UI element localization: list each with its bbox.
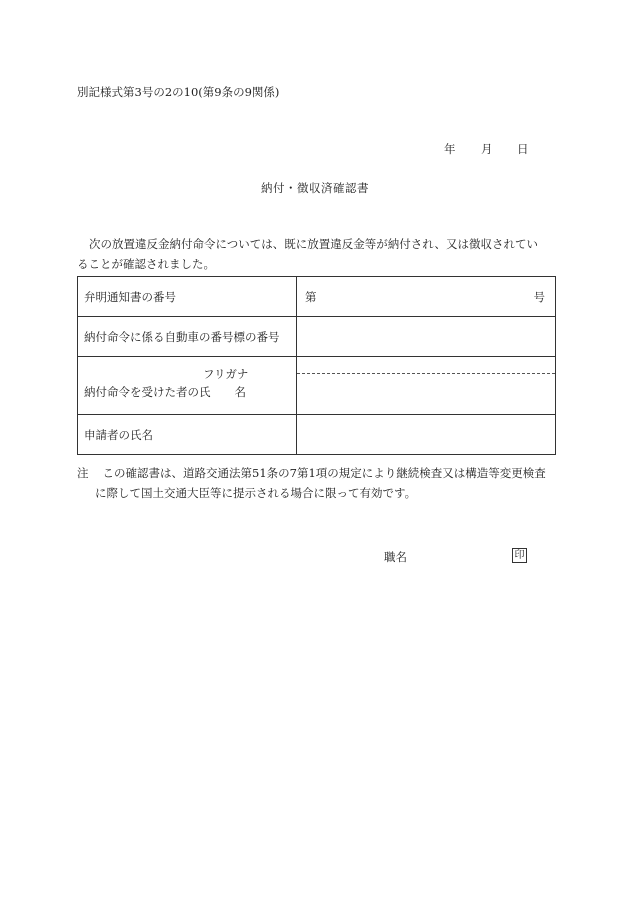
confirmation-table	[77, 276, 556, 455]
intro-line-1: 次の放置違反金納付命令については、既に放置違反金等が納付され、又は徴収されてい	[89, 237, 538, 251]
date-year-label: 年	[444, 142, 456, 156]
table-row	[78, 357, 556, 415]
furigana-divider	[297, 373, 555, 374]
plate-number-field[interactable]	[297, 317, 556, 357]
note-lead: 注	[77, 466, 89, 480]
note-paragraph	[77, 463, 557, 503]
table-row	[78, 317, 556, 357]
plate-number-label: 納付命令に係る自動車の番号標の番号	[78, 317, 297, 357]
form-reference: 別記様式第3号の2の10(第9条の9関係)	[77, 85, 280, 99]
notice-number-label: 弁明通知書の番号	[78, 277, 297, 317]
intro-paragraph	[77, 234, 557, 274]
date-month-label: 月	[481, 142, 493, 156]
recipient-name-text	[84, 384, 246, 400]
recipient-name-part1: 納付命令を受けた者の氏	[84, 385, 211, 399]
number-suffix: 号	[533, 290, 545, 304]
intro-line-2: ることが確認されました。	[77, 257, 215, 271]
furigana-label: フリガナ	[203, 367, 249, 381]
date-day-label: 日	[517, 142, 529, 156]
note-text-1: この確認書は、道路交通法第51条の7第1項の規定により継続検査又は構造等変更検査	[102, 466, 546, 480]
table-row	[78, 277, 556, 317]
recipient-name-label	[78, 357, 297, 415]
document-title: 納付・徴収済確認書	[261, 181, 369, 195]
seal-icon: 印	[512, 548, 527, 563]
applicant-name-label: 申請者の氏名	[78, 415, 297, 455]
official-title-label: 職名	[384, 550, 407, 564]
number-prefix: 第	[305, 290, 317, 304]
applicant-name-field[interactable]	[297, 415, 556, 455]
note-line-2: に際して国土交通大臣等に提示される場合に限って有効です。	[95, 486, 417, 500]
recipient-name-field[interactable]	[297, 357, 556, 415]
note-line-1	[77, 463, 557, 483]
table-row	[78, 415, 556, 455]
recipient-name-part2: 名	[234, 385, 246, 399]
notice-number-field[interactable]	[297, 277, 556, 317]
